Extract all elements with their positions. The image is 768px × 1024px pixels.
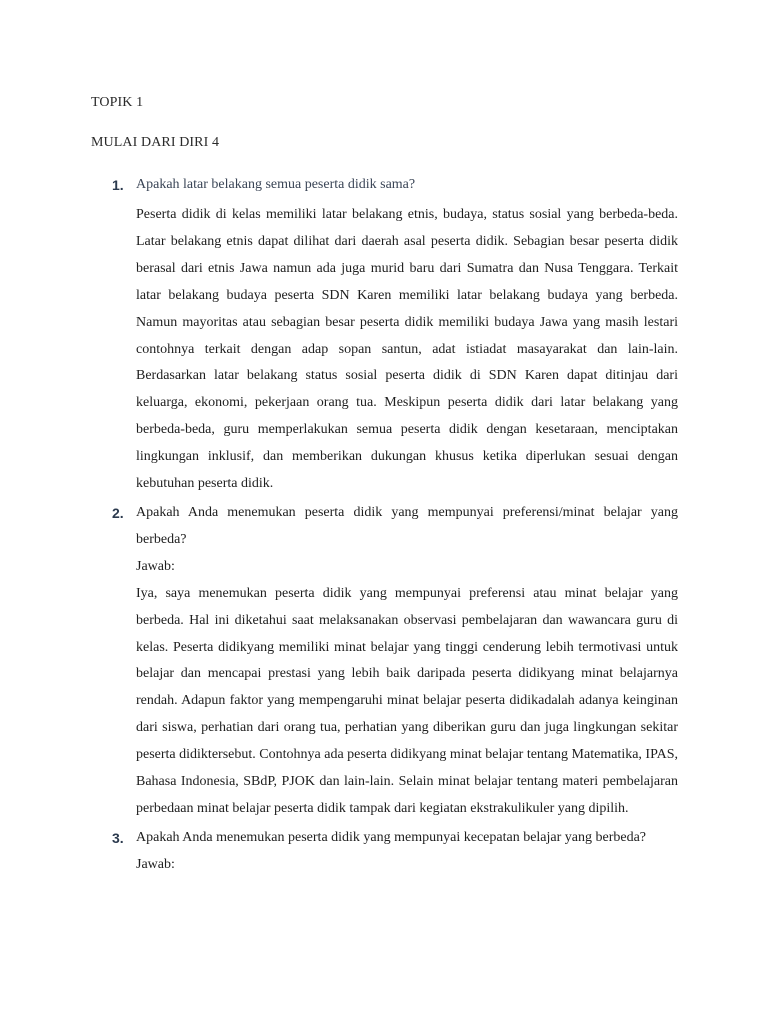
answer-text: Peserta didik di kelas memiliki latar belakang etnis, budaya, status sosial yang berbeda-beda. Latar belakang etnis dapat dilihat dari daerah asal peserta didik. Sebagian besar peserta didik berasal dari etnis Jawa namun ada juga murid baru dari Sumatra dan Nusa Tenggara. Terkait latar belakang budaya peserta SDN Karen memiliki latar belakang budaya yang berbeda. Namun mayoritas atau sebagian besar peserta didik memiliki budaya Jawa yang masih lestari contohnya terkait dengan adap sopan santun, adat istiadat masayarakat dan lain-lain. Berdasarkan latar belakang status sosial peserta didik di SDN Karen dapat ditinjau dari keluarga, ekonomi, pekerjaan orang tua. Meskipun peserta didik dari latar belakang yang berbeda-beda, guru memperlakukan semua peserta didik dengan kesetaraan, menciptakan lingkungan inklusif, dan memberikan dukungan khusus ketika diperlukan sesuai dengan kebutuhan peserta didik.	[136, 207, 678, 492]
list-number: 2.	[112, 504, 124, 521]
jawab-label: Jawab:	[136, 558, 175, 574]
question-text: Apakah Anda menemukan peserta didik yang mempunyai preferensi/minat belajar yang berbeda?	[136, 504, 678, 547]
answer-text: Iya, saya menemukan peserta didik yang mempunyai preferensi atau minat belajar yang berbeda. Hal ini diketahui saat melaksanakan observasi pembelajaran dan wawancara guru di kelas. Peserta didikyang memiliki minat belajar yang tinggi cenderung lebih termotivasi untuk belajar dan mencapai prestasi yang lebih baik daripada peserta didikyang minat belajarnya rendah. Adapun faktor yang mempengaruhi minat belajar peserta didikadalah adanya keinginan dari siswa, perhatian dari orang tua, perhatian yang diberikan guru dan juga lingkungan sekitar peserta didiktersebut. Contohnya ada peserta didikyang minat belajar tentang Matematika, IPAS, Bahasa Indonesia, SBdP, PJOK dan lain-lain. Selain minat belajar tentang materi pembelajaran perbedaan minat belajar peserta didik tampak dari kegiatan ekstrakulikuler yang dipilih.	[136, 585, 678, 816]
question-text: Apakah latar belakang semua peserta didik sama?	[136, 177, 416, 192]
section-heading: MULAI DARI DIRI 4	[91, 135, 220, 150]
list-number: 1.	[112, 177, 124, 193]
list-item	[0, 825, 768, 879]
list-item	[0, 174, 768, 498]
question-text: Apakah Anda menemukan peserta didik yang mempunyai kecepatan belajar yang berbeda?	[136, 829, 647, 845]
list-number: 3.	[112, 829, 124, 846]
topic-heading: TOPIK 1	[91, 95, 144, 110]
list-item	[0, 500, 768, 823]
jawab-label: Jawab:	[136, 856, 175, 872]
question-list	[0, 172, 768, 879]
